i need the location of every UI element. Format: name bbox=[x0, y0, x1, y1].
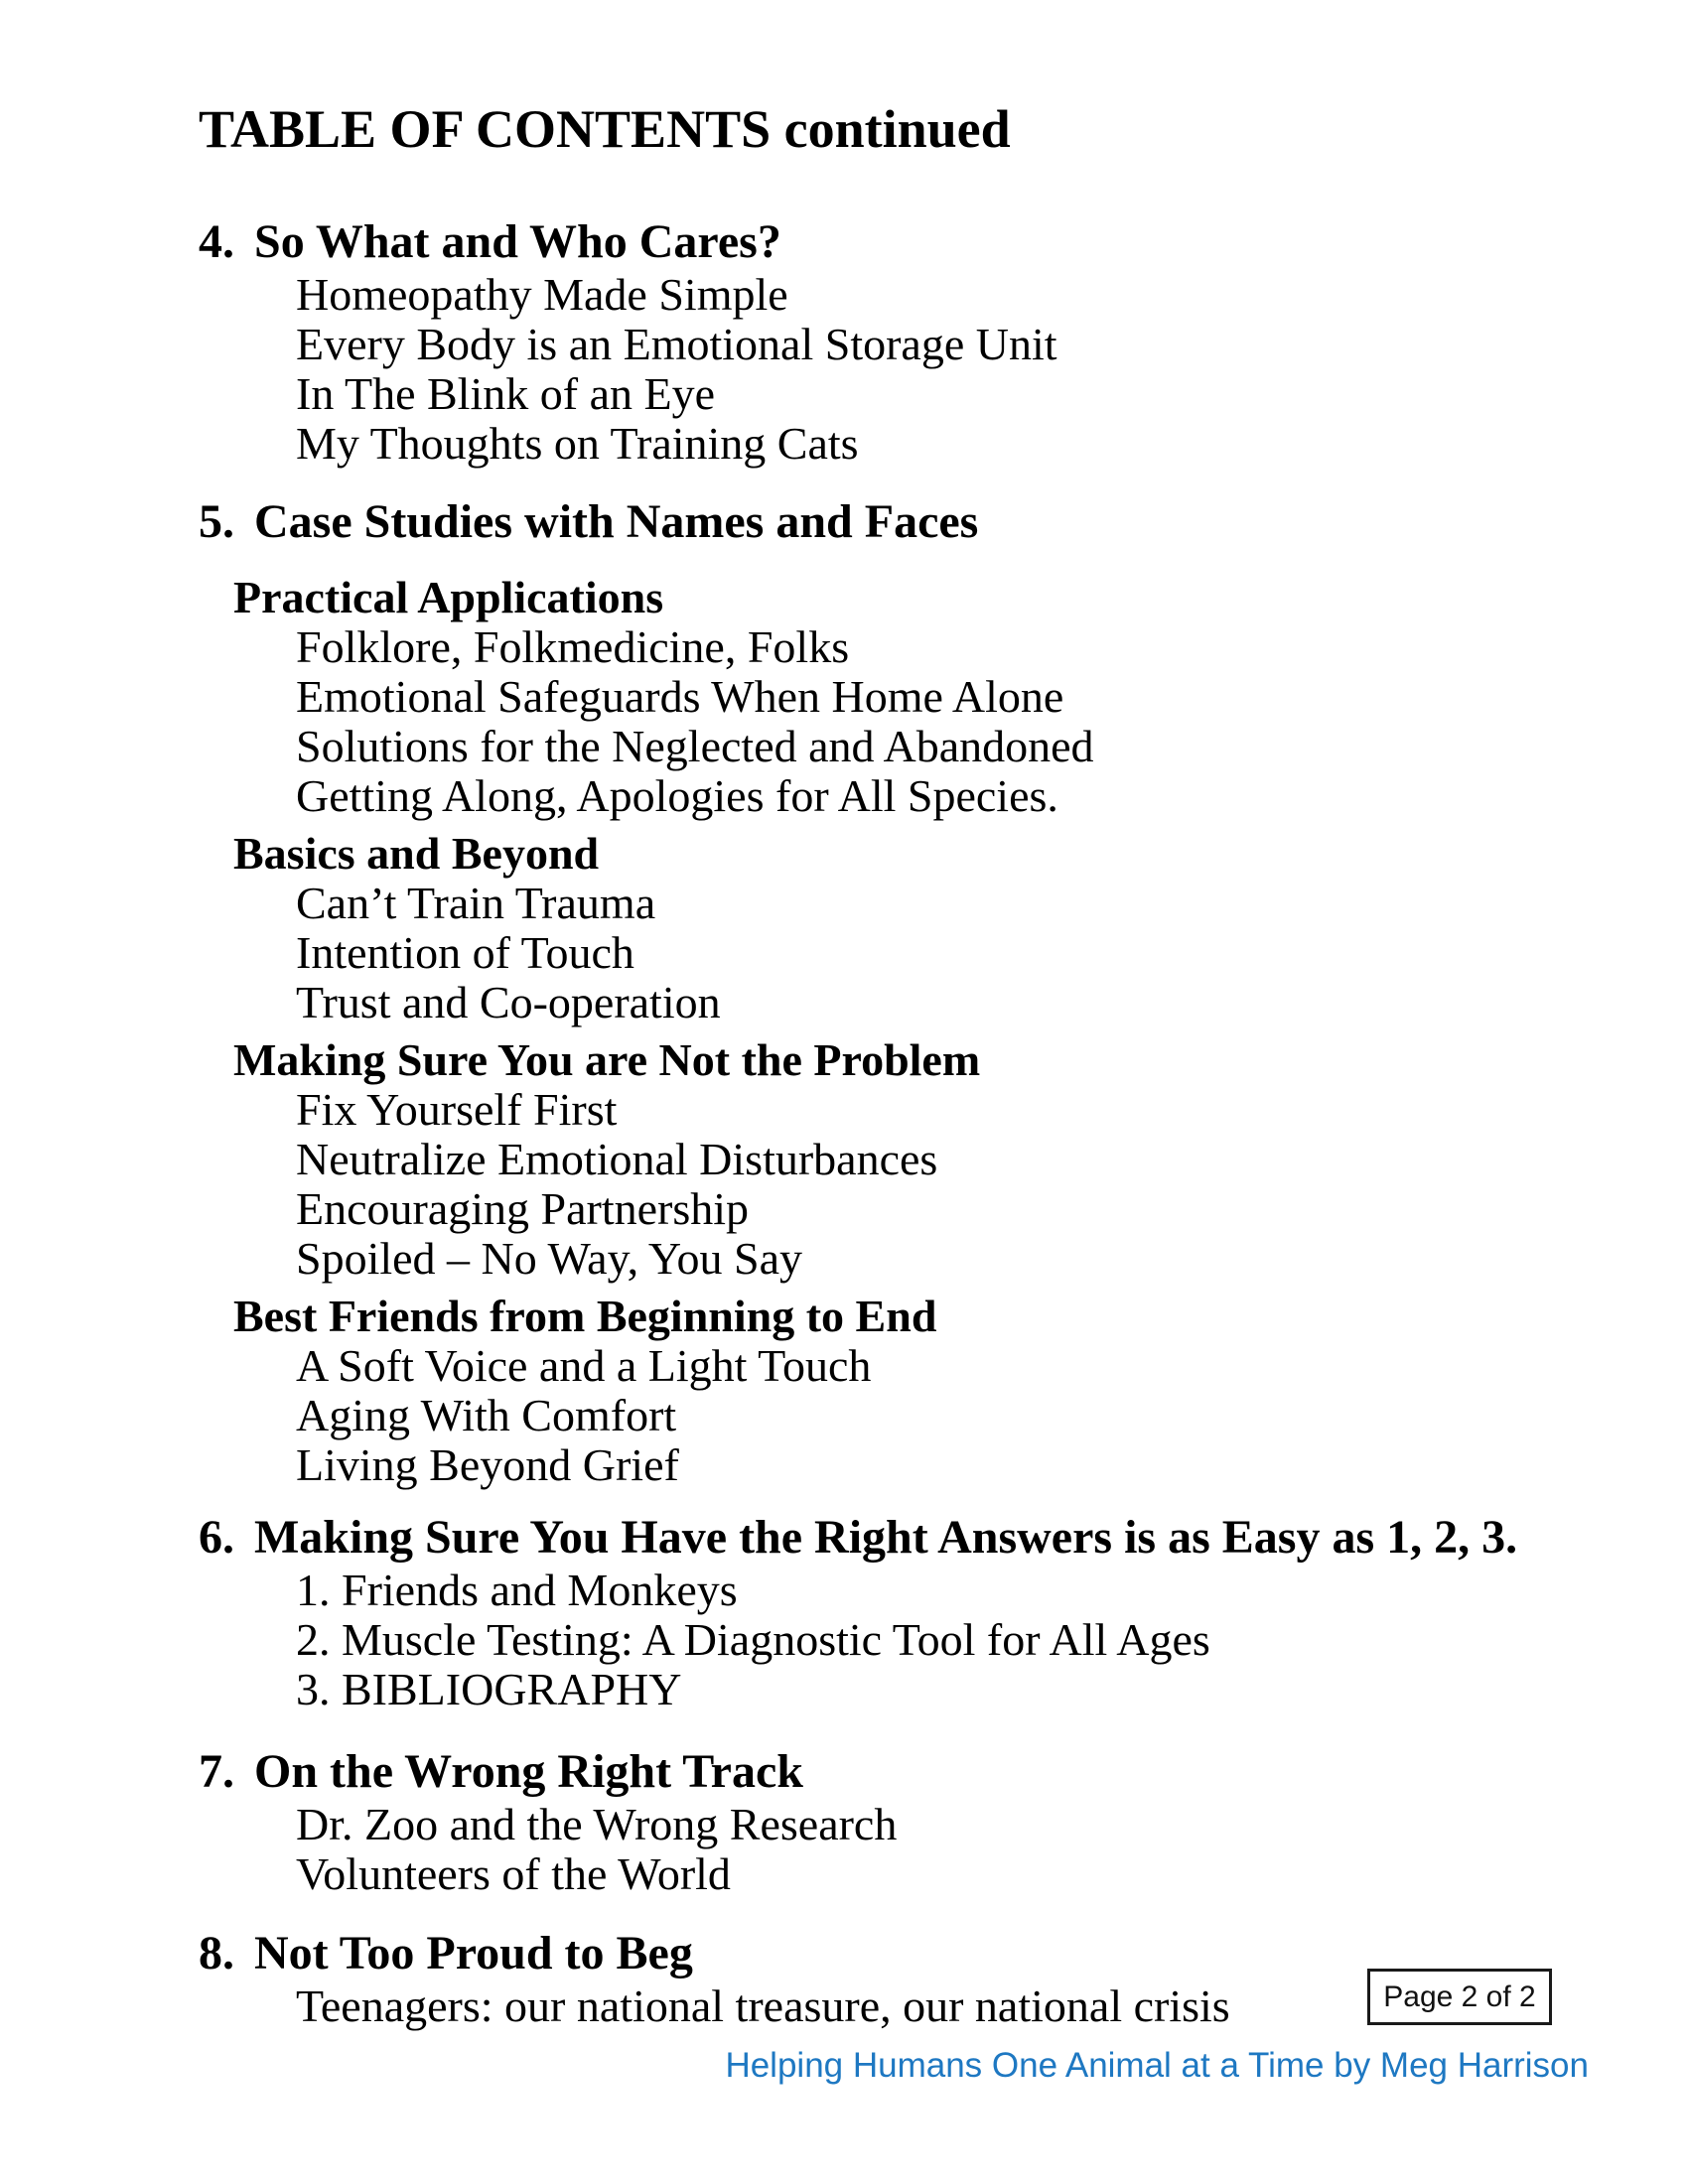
toc-entry: 3. BIBLIOGRAPHY bbox=[296, 1664, 682, 1714]
toc-entry: Emotional Safeguards When Home Alone bbox=[296, 671, 1064, 722]
toc-section-4 bbox=[199, 216, 1517, 469]
toc-entry: 2. Muscle Testing: A Diagnostic Tool for All Ages bbox=[296, 1614, 1210, 1665]
toc-entry: Volunteers of the World bbox=[296, 1848, 731, 1899]
section-number: 7. bbox=[199, 1745, 234, 1798]
section-number: 6. bbox=[199, 1511, 234, 1564]
toc-entry: 1. Friends and Monkeys bbox=[296, 1565, 738, 1615]
toc-entry: Solutions for the Neglected and Abandoned bbox=[296, 721, 1094, 771]
toc-section-6 bbox=[199, 1512, 1517, 1714]
toc-entry: Neutralize Emotional Disturbances bbox=[296, 1134, 938, 1184]
section-items bbox=[199, 1800, 1517, 1899]
toc-subsection bbox=[199, 1292, 1517, 1490]
toc-entry: Aging With Comfort bbox=[296, 1390, 677, 1440]
toc-subsection bbox=[199, 573, 1517, 821]
section-items bbox=[199, 1566, 1517, 1714]
section-heading bbox=[199, 1512, 1517, 1564]
toc-entry: Trust and Co-operation bbox=[296, 977, 721, 1027]
section-number: 5. bbox=[199, 495, 234, 548]
section-heading bbox=[199, 216, 1517, 268]
toc-entry: In The Blink of an Eye bbox=[296, 368, 715, 419]
toc-entry: Encouraging Partnership bbox=[296, 1183, 750, 1234]
section-heading bbox=[199, 496, 1517, 548]
toc-entry: Every Body is an Emotional Storage Unit bbox=[296, 319, 1057, 369]
page-number-box bbox=[1367, 1969, 1552, 2025]
page-title: TABLE OF CONTENTS continued bbox=[199, 99, 1011, 159]
toc-content bbox=[199, 99, 1517, 2031]
toc-entry: My Thoughts on Training Cats bbox=[296, 418, 859, 469]
toc-subsection bbox=[199, 1035, 1517, 1284]
toc-entry: Intention of Touch bbox=[296, 927, 634, 978]
toc-entry: Can’t Train Trauma bbox=[296, 878, 656, 928]
toc-entry: Fix Yourself First bbox=[296, 1084, 618, 1135]
section-heading-text: So What and Who Cares? bbox=[254, 215, 781, 268]
section-heading-text: Case Studies with Names and Faces bbox=[254, 495, 979, 548]
section-items bbox=[199, 270, 1517, 469]
section-number: 8. bbox=[199, 1927, 234, 1979]
toc-entry: Homeopathy Made Simple bbox=[296, 269, 788, 320]
toc-entry: Dr. Zoo and the Wrong Research bbox=[296, 1799, 898, 1849]
subsection-heading: Making Sure You are Not the Problem bbox=[233, 1034, 981, 1085]
page-number-label: Page 2 of 2 bbox=[1383, 1979, 1536, 2013]
section-heading-text: Not Too Proud to Beg bbox=[254, 1927, 693, 1979]
toc-subsection bbox=[199, 829, 1517, 1027]
section-heading bbox=[199, 1928, 1517, 1979]
section-subsections bbox=[199, 573, 1517, 1490]
section-heading-text: Making Sure You Have the Right Answers is as Easy as 1, 2, 3. bbox=[254, 1511, 1518, 1564]
toc-entry: Teenagers: our national treasure, our national crisis bbox=[296, 1980, 1230, 2031]
footer-credit: Helping Humans One Animal at a Time by Meg Harrison bbox=[725, 2046, 1589, 2085]
toc-entry: Folklore, Folkmedicine, Folks bbox=[296, 621, 850, 672]
toc-section-5 bbox=[199, 496, 1517, 1490]
toc-entry: Getting Along, Apologies for All Species. bbox=[296, 770, 1058, 821]
toc-section-7 bbox=[199, 1746, 1517, 1899]
section-items bbox=[199, 1981, 1517, 2031]
toc-entry: A Soft Voice and a Light Touch bbox=[296, 1340, 872, 1391]
section-heading bbox=[199, 1746, 1517, 1798]
toc-entry: Living Beyond Grief bbox=[296, 1439, 679, 1490]
subsection-heading: Basics and Beyond bbox=[233, 828, 600, 879]
subsection-heading: Practical Applications bbox=[233, 572, 664, 622]
subsection-heading: Best Friends from Beginning to End bbox=[233, 1291, 937, 1341]
toc-entry: Spoiled – No Way, You Say bbox=[296, 1233, 803, 1284]
section-heading-text: On the Wrong Right Track bbox=[254, 1745, 803, 1798]
toc-section-8 bbox=[199, 1928, 1517, 2031]
section-number: 4. bbox=[199, 215, 234, 268]
